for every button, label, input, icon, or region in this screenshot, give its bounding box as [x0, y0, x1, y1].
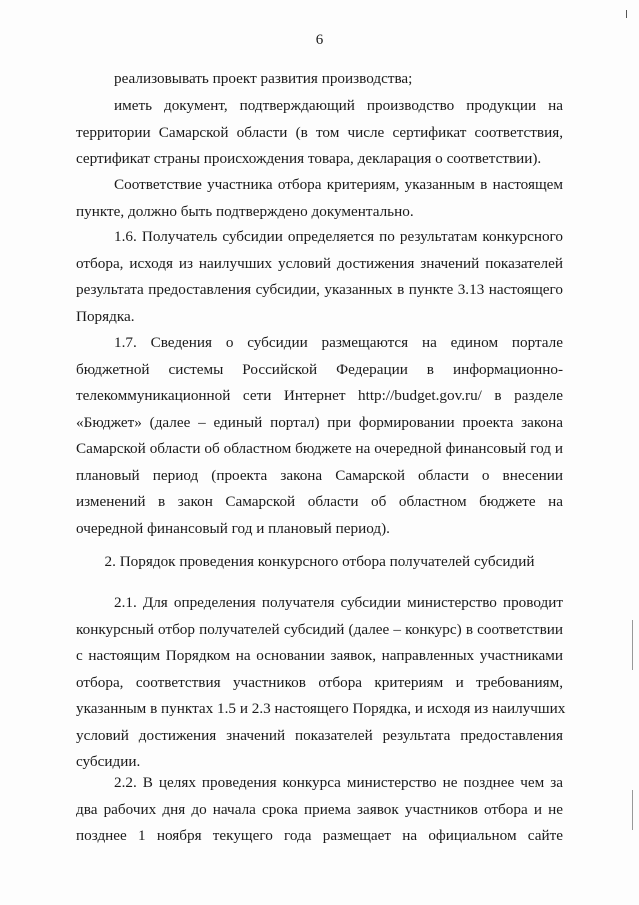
paragraph-criteria-compliance	[76, 172, 563, 225]
text-line: 1.6. Получатель субсидии определяется по результатам конкурсного	[114, 228, 563, 245]
text-line: конкурсный отбор получателей субсидий (далее – конкурс) в соответствии	[76, 620, 563, 638]
paragraph-2-2	[76, 770, 563, 850]
text-line: пункте, должно быть подтверждено документально.	[76, 202, 414, 220]
text-line: бюджетной системы Российской Федерации в информационно-	[76, 360, 563, 378]
scan-artifact	[626, 10, 627, 18]
text-line: иметь документ, подтверждающий производство продукции на	[114, 97, 563, 114]
section-title: 2. Порядок проведения конкурсного отбора получателей субсидий	[104, 553, 535, 570]
text-line: сертификат страны происхождения товара, декларация о соответствии).	[76, 150, 542, 167]
text-line: плановый период (проекта закона Самарской области о внесении	[76, 466, 563, 484]
scan-artifact	[632, 620, 633, 670]
text-line: «Бюджет» (далее – единый портал) при формировании проекта закона	[76, 413, 563, 431]
text-line: телекоммуникационной сети Интернет http://budget.gov.ru/ в разделе	[76, 387, 563, 404]
paragraph-document-requirement	[76, 93, 563, 173]
text-line: Порядка.	[76, 307, 135, 325]
page-number: 6	[315, 32, 324, 48]
text-line: 1.7. Сведения о субсидии размещаются на едином портале	[114, 334, 563, 351]
text-line: условий достижения значений показателей результата предоставления	[76, 726, 563, 744]
text-line: субсидии.	[76, 753, 141, 770]
text-line: Соответствие участника отбора критериям, указанным в настоящем	[114, 176, 563, 193]
text-line: отбора, соответствия участников отбора критериям и требованиям,	[76, 673, 563, 691]
text-line: Самарской области об областном бюджете на очередной финансовый год и	[76, 440, 563, 457]
paragraph-1-7	[76, 330, 563, 542]
text-line: 2.2. В целях проведения конкурса министерство не позднее чем за	[114, 774, 563, 791]
text-line: территории Самарской области (в том числе сертификат соответствия,	[76, 123, 563, 141]
text-line: результата предоставления субсидии, указанных в пункте 3.13 настоящего	[76, 281, 563, 298]
text-line: 2.1. Для определения получателя субсидии министерство проводит	[114, 594, 563, 611]
text-line: два рабочих дня до начала срока приема заявок участников отбора и не	[76, 800, 563, 818]
paragraph-production-project	[76, 66, 563, 93]
paragraph-1-6	[76, 224, 563, 330]
text-line: отбора, исходя из наилучших условий достижения значений показателей	[76, 254, 563, 272]
text-line: позднее 1 ноября текущего года размещает на официальном сайте	[76, 827, 563, 844]
text-line: очередной финансовый год и плановый период).	[76, 519, 390, 537]
text-line: с настоящим Порядком на основании заявок, направленных участниками	[76, 647, 563, 664]
text-line: изменений в закон Самарской области об областном бюджете на	[76, 493, 563, 510]
paragraph-2-1	[76, 590, 566, 776]
scan-artifact	[632, 790, 633, 830]
text-line: указанным в пунктах 1.5 и 2.3 настоящего Порядка, и исходя из наилучших	[76, 700, 566, 717]
section-heading-2	[76, 549, 563, 576]
text-line: реализовывать проект развития производства;	[114, 70, 413, 87]
